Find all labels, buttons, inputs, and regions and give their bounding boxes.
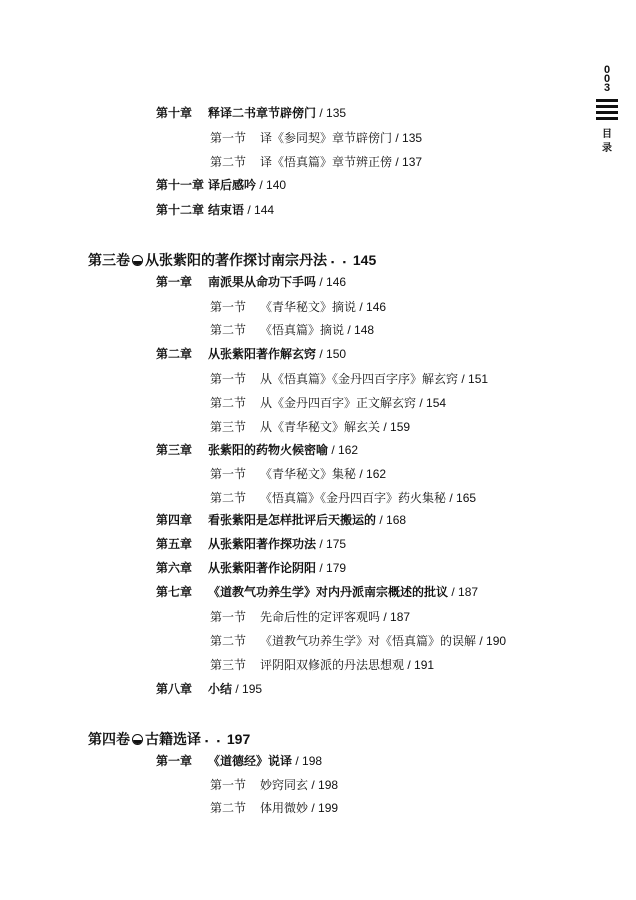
entry-title: 从张紫阳著作探功法 bbox=[208, 537, 317, 551]
toc-chapter-entry[interactable] bbox=[156, 513, 406, 527]
entry-title: 从《金丹四百字》正文解玄窍 bbox=[260, 396, 417, 410]
entry-page: 195 bbox=[242, 682, 263, 696]
toc-chapter-entry[interactable] bbox=[156, 178, 286, 192]
toc-section-entry[interactable] bbox=[210, 372, 488, 386]
page-separator: / bbox=[376, 513, 387, 527]
entry-number: 第四章 bbox=[156, 513, 193, 527]
toc-chapter-entry[interactable] bbox=[156, 561, 346, 575]
entry-number: 第一节 bbox=[210, 300, 247, 314]
entry-page: 187 bbox=[390, 610, 411, 624]
entry-number: 第三节 bbox=[210, 658, 247, 672]
toc-chapter-entry[interactable] bbox=[156, 537, 346, 551]
page-separator: / bbox=[316, 561, 327, 575]
entry-page: 151 bbox=[468, 372, 489, 386]
toc-chapter-entry[interactable] bbox=[156, 106, 346, 120]
entry-page: 135 bbox=[402, 131, 423, 145]
toc-section-entry[interactable] bbox=[210, 610, 410, 624]
page-number-digit: 0 bbox=[603, 73, 611, 85]
entry-number: 第三章 bbox=[156, 443, 193, 457]
toc-section-entry[interactable] bbox=[210, 801, 338, 815]
page-separator: / bbox=[328, 443, 339, 457]
section-bars-icon bbox=[596, 99, 618, 120]
entry-title: 小结 bbox=[208, 682, 233, 696]
entry-number: 第二节 bbox=[210, 634, 247, 648]
leader-dots: ▪ ▪ bbox=[205, 736, 223, 746]
entry-page: 146 bbox=[366, 300, 387, 314]
page-separator: / bbox=[356, 467, 367, 481]
page-separator: / bbox=[316, 106, 327, 120]
page-number bbox=[592, 66, 622, 93]
entry-title: 评阴阳双修派的丹法思想观 bbox=[260, 658, 405, 672]
entry-title: 体用微妙 bbox=[260, 801, 309, 815]
entry-page: 159 bbox=[390, 420, 411, 434]
toc-section-entry[interactable] bbox=[210, 658, 434, 672]
toc-chapter-entry[interactable] bbox=[156, 275, 346, 289]
entry-title: 《道德经》说译 bbox=[208, 754, 293, 768]
toc-chapter-entry[interactable] bbox=[156, 754, 322, 768]
leader-dots: ▪ ▪ bbox=[331, 257, 349, 267]
entry-title: 南派果从命功下手吗 bbox=[208, 275, 317, 289]
page-separator: / bbox=[476, 634, 487, 648]
entry-page: 190 bbox=[486, 634, 507, 648]
entry-number: 第二节 bbox=[210, 323, 247, 337]
page-separator: / bbox=[308, 801, 319, 815]
toc-volume-entry[interactable] bbox=[88, 730, 250, 750]
toc-chapter-entry[interactable] bbox=[156, 585, 478, 599]
page-separator: / bbox=[292, 754, 303, 768]
entry-page: 150 bbox=[326, 347, 347, 361]
entry-title: 译后感吟 bbox=[208, 178, 257, 192]
entry-page: 162 bbox=[338, 443, 359, 457]
toc-section-entry[interactable] bbox=[210, 634, 506, 648]
running-head bbox=[592, 66, 622, 156]
entry-title: 张紫阳的药物火候密喻 bbox=[208, 443, 329, 457]
label-bottom: 录 bbox=[602, 143, 612, 154]
entry-number: 第二节 bbox=[210, 801, 247, 815]
entry-number: 第一节 bbox=[210, 131, 247, 145]
toc-section-entry[interactable] bbox=[210, 323, 374, 337]
entry-number: 第十章 bbox=[156, 106, 193, 120]
entry-number: 第三卷 bbox=[88, 253, 130, 269]
entry-number: 第六章 bbox=[156, 561, 193, 575]
entry-page: 175 bbox=[326, 537, 347, 551]
toc-section-entry[interactable] bbox=[210, 778, 338, 792]
entry-title: 《悟真篇》《金丹四百字》药火集秘 bbox=[260, 491, 447, 505]
page-separator: / bbox=[356, 300, 367, 314]
page-separator: / bbox=[344, 323, 355, 337]
entry-number: 第五章 bbox=[156, 537, 193, 551]
entry-title: 释译二书章节辟傍门 bbox=[208, 106, 317, 120]
entry-page: 198 bbox=[318, 778, 339, 792]
page-separator: / bbox=[446, 491, 457, 505]
entry-page: 199 bbox=[318, 801, 339, 815]
entry-title: 《青华秘文》集秘 bbox=[260, 467, 357, 481]
entry-number: 第二节 bbox=[210, 491, 247, 505]
toc-section-entry[interactable] bbox=[210, 467, 386, 481]
entry-number: 第八章 bbox=[156, 682, 193, 696]
toc-chapter-entry[interactable] bbox=[156, 443, 358, 457]
page-separator: / bbox=[316, 537, 327, 551]
entry-page: 154 bbox=[426, 396, 447, 410]
entry-page: 179 bbox=[326, 561, 347, 575]
page-separator: / bbox=[380, 610, 391, 624]
entry-title: 结束语 bbox=[208, 203, 245, 217]
entry-title: 译《参同契》章节辟傍门 bbox=[260, 131, 393, 145]
entry-title: 先命后性的定评客观吗 bbox=[260, 610, 381, 624]
entry-title: 译《悟真篇》章节辨正傍 bbox=[260, 155, 393, 169]
page-number-digit: 3 bbox=[603, 82, 611, 94]
entry-number: 第十一章 bbox=[156, 178, 205, 192]
page-separator: / bbox=[448, 585, 459, 599]
page-separator: / bbox=[316, 275, 327, 289]
page-separator: / bbox=[244, 203, 255, 217]
page-separator: / bbox=[458, 372, 469, 386]
page-separator: / bbox=[232, 682, 243, 696]
toc-section-entry[interactable] bbox=[210, 155, 422, 169]
entry-number: 第一节 bbox=[210, 610, 247, 624]
entry-page: 144 bbox=[254, 203, 275, 217]
entry-page: 162 bbox=[366, 467, 387, 481]
entry-number: 第一节 bbox=[210, 778, 247, 792]
entry-page: 187 bbox=[458, 585, 479, 599]
entry-title: 古籍选译 bbox=[145, 732, 201, 748]
entry-title: 《道教气功养生学》对《悟真篇》的误解 bbox=[260, 634, 477, 648]
page-number-digit: 0 bbox=[603, 64, 611, 76]
entry-page: 135 bbox=[326, 106, 347, 120]
page-separator: / bbox=[416, 396, 427, 410]
entry-number: 第十二章 bbox=[156, 203, 205, 217]
toc-section-entry[interactable] bbox=[210, 300, 386, 314]
entry-number: 第二节 bbox=[210, 155, 247, 169]
page-separator: / bbox=[316, 347, 327, 361]
taiji-icon bbox=[132, 255, 143, 266]
entry-page: 137 bbox=[402, 155, 423, 169]
toc-section-entry[interactable] bbox=[210, 420, 410, 434]
entry-page: 197 bbox=[226, 731, 251, 747]
taiji-icon bbox=[132, 734, 143, 745]
toc-chapter-entry[interactable] bbox=[156, 682, 262, 696]
running-head-label bbox=[592, 128, 622, 156]
entry-number: 第二节 bbox=[210, 396, 247, 410]
entry-title: 《道教气功养生学》对内丹派南宗概述的批议 bbox=[208, 585, 449, 599]
toc-chapter-entry[interactable] bbox=[156, 347, 346, 361]
page-separator: / bbox=[256, 178, 267, 192]
label-top: 目 bbox=[602, 129, 612, 140]
entry-title: 《青华秘文》摘说 bbox=[260, 300, 357, 314]
entry-number: 第三节 bbox=[210, 420, 247, 434]
entry-title: 《悟真篇》摘说 bbox=[260, 323, 345, 337]
entry-number: 第一节 bbox=[210, 467, 247, 481]
entry-page: 191 bbox=[414, 658, 435, 672]
page-separator: / bbox=[308, 778, 319, 792]
toc-chapter-entry[interactable] bbox=[156, 203, 274, 217]
page-separator: / bbox=[380, 420, 391, 434]
toc-section-entry[interactable] bbox=[210, 396, 446, 410]
page-separator: / bbox=[392, 131, 403, 145]
entry-number: 第七章 bbox=[156, 585, 193, 599]
toc-volume-entry[interactable] bbox=[88, 251, 376, 271]
toc-section-entry[interactable] bbox=[210, 131, 422, 145]
entry-number: 第四卷 bbox=[88, 732, 130, 748]
entry-title: 看张紫阳是怎样批评后天搬运的 bbox=[208, 513, 377, 527]
entry-title: 从《悟真篇》《金丹四百字序》解玄窍 bbox=[260, 372, 459, 386]
page-separator: / bbox=[404, 658, 415, 672]
entry-number: 第二章 bbox=[156, 347, 193, 361]
entry-title: 从《青华秘文》解玄关 bbox=[260, 420, 381, 434]
entry-page: 140 bbox=[266, 178, 287, 192]
entry-page: 148 bbox=[354, 323, 375, 337]
page-separator: / bbox=[392, 155, 403, 169]
entry-page: 146 bbox=[326, 275, 347, 289]
entry-title: 从张紫阳的著作探讨南宗丹法 bbox=[145, 253, 327, 269]
entry-page: 168 bbox=[386, 513, 407, 527]
entry-page: 198 bbox=[302, 754, 323, 768]
entry-title: 妙窍同玄 bbox=[260, 778, 309, 792]
entry-number: 第一章 bbox=[156, 275, 193, 289]
entry-number: 第一章 bbox=[156, 754, 193, 768]
entry-title: 从张紫阳著作解玄窍 bbox=[208, 347, 317, 361]
entry-number: 第一节 bbox=[210, 372, 247, 386]
entry-page: 145 bbox=[352, 252, 377, 268]
toc-section-entry[interactable] bbox=[210, 491, 476, 505]
entry-page: 165 bbox=[456, 491, 477, 505]
entry-title: 从张紫阳著作论阴阳 bbox=[208, 561, 317, 575]
